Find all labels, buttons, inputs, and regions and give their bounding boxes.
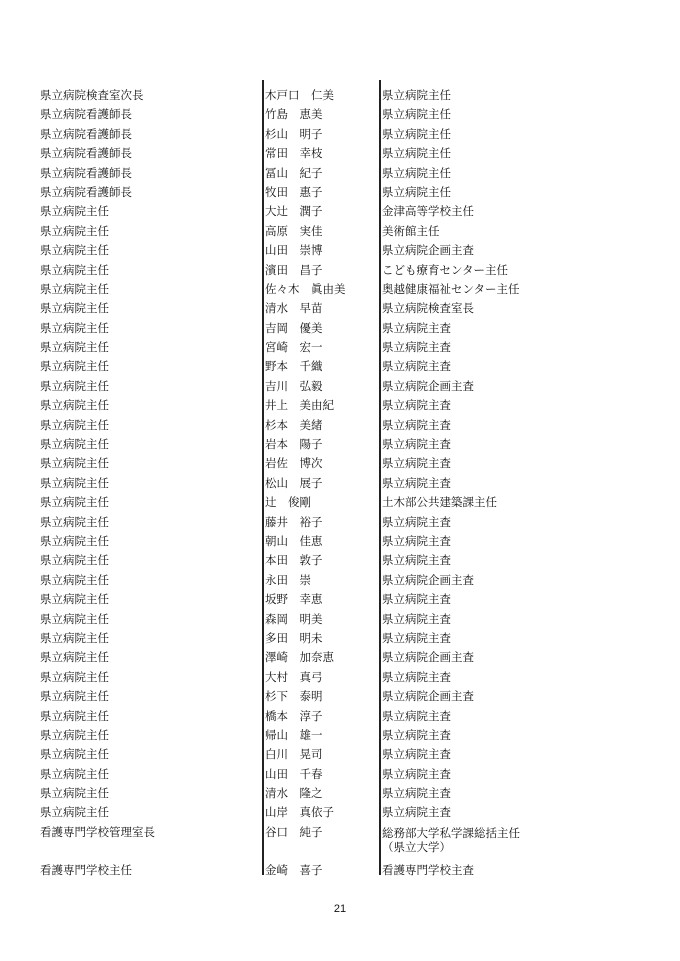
list-row [0, 668, 680, 687]
new-position [382, 861, 474, 880]
new-position-main: 県立病院検査室長 [382, 301, 474, 316]
new-position-main: 県立病院企画主査 [382, 243, 474, 258]
new-position [382, 222, 440, 241]
person-name: 橋本 淳子 [265, 708, 323, 723]
list-row [0, 357, 680, 376]
former-position: 県立病院主任 [40, 572, 109, 587]
list-row [0, 610, 680, 629]
former-position: 県立病院主任 [40, 553, 109, 568]
new-position-main: 土木部公共建築課主任 [382, 495, 497, 510]
list-row [0, 493, 680, 512]
person-name: 佐々木 眞由美 [265, 281, 346, 296]
list-row [0, 803, 680, 822]
person-name: 高原 実佳 [265, 223, 323, 238]
former-position: 県立病院検査室次長 [40, 88, 144, 102]
new-position-main: 県立病院主査 [382, 553, 451, 568]
person-name: 清水 隆之 [265, 786, 323, 801]
person-name: 帰山 雄一 [265, 727, 323, 742]
list-row [0, 202, 680, 221]
person-name: 多田 明未 [265, 630, 323, 645]
person-name: 岩本 陽子 [265, 437, 323, 452]
list-row [0, 241, 680, 260]
former-position: 県立病院主任 [40, 359, 109, 374]
new-position-main: 総務部大学私学課総括主任 [382, 825, 520, 840]
new-position-main: 県立病院主査 [382, 475, 451, 490]
new-position [382, 610, 451, 629]
new-position [382, 357, 451, 376]
person-name: 吉岡 優美 [265, 320, 323, 335]
new-position-main: 県立病院主査 [382, 437, 451, 452]
new-position-main: 県立病院主査 [382, 805, 451, 820]
new-position [382, 513, 451, 532]
former-position: 県立病院主任 [40, 689, 109, 704]
list-row [0, 745, 680, 764]
list-row [0, 513, 680, 532]
former-position: 県立病院主任 [40, 766, 109, 781]
list-row [0, 454, 680, 473]
person-name: 山岸 真依子 [265, 805, 334, 820]
person-name: 辻 俊剛 [265, 495, 311, 510]
list-row [0, 474, 680, 493]
person-name: 藤井 裕子 [265, 514, 323, 529]
former-position: 県立病院主任 [40, 262, 109, 277]
new-position-main: 県立病院主査 [382, 669, 451, 684]
new-position-main: 県立病院主任 [382, 107, 451, 122]
new-position [382, 532, 451, 551]
new-position [382, 454, 451, 473]
former-position: 県立病院主任 [40, 281, 109, 296]
list-row [0, 765, 680, 784]
new-position [382, 299, 474, 318]
person-name: 朝山 佳恵 [265, 533, 323, 548]
list-row [0, 183, 680, 202]
new-position-note: （県立大学） [382, 839, 451, 854]
personnel-list [0, 86, 680, 880]
new-position-main: 県立病院主査 [382, 630, 451, 645]
list-row [0, 86, 680, 105]
former-position: 県立病院主任 [40, 669, 109, 684]
new-position [382, 202, 474, 221]
new-position [382, 396, 451, 415]
new-position [382, 687, 474, 706]
person-name: 坂野 幸恵 [265, 592, 323, 607]
new-position-main: 県立病院主任 [382, 184, 451, 199]
new-position [382, 241, 474, 260]
new-position-main: 県立病院主査 [382, 786, 451, 801]
person-name: 澤崎 加奈恵 [265, 650, 334, 665]
person-name: 常田 幸枝 [265, 146, 323, 161]
former-position: 県立病院主任 [40, 398, 109, 413]
new-position-main: 県立病院企画主査 [382, 572, 474, 587]
new-position [382, 86, 451, 105]
new-position [382, 707, 451, 726]
former-position: 県立病院主任 [40, 747, 109, 762]
list-row [0, 629, 680, 648]
person-name: 岩佐 博次 [265, 456, 323, 471]
former-position: 県立病院主任 [40, 456, 109, 471]
list-row [0, 125, 680, 144]
former-position: 県立病院看護師長 [40, 107, 132, 122]
list-row [0, 571, 680, 590]
person-name: 竹島 恵美 [265, 107, 323, 122]
person-name: 山田 崇博 [265, 243, 323, 258]
list-row [0, 687, 680, 706]
former-position: 県立病院主任 [40, 340, 109, 355]
former-position: 県立病院主任 [40, 786, 109, 801]
new-position [382, 319, 451, 338]
former-position: 看護専門学校管理室長 [40, 824, 155, 839]
former-position: 看護専門学校主任 [40, 862, 132, 877]
new-position [382, 648, 474, 667]
list-row [0, 144, 680, 163]
new-position-main: 県立病院主査 [382, 456, 451, 471]
list-row [0, 299, 680, 318]
former-position: 県立病院主任 [40, 495, 109, 510]
list-row [0, 861, 680, 880]
new-position-main: 県立病院主査 [382, 611, 451, 626]
new-position-main: 県立病院主査 [382, 320, 451, 335]
former-position: 県立病院主任 [40, 611, 109, 626]
list-row [0, 222, 680, 241]
person-name: 吉川 弘毅 [265, 378, 323, 393]
former-position: 県立病院主任 [40, 223, 109, 238]
new-position-main: 県立病院主査 [382, 417, 451, 432]
new-position-main: 県立病院主査 [382, 398, 451, 413]
new-position-main: 県立病院主査 [382, 514, 451, 529]
person-name: 冨山 紀子 [265, 165, 323, 180]
new-position-main: 県立病院主査 [382, 766, 451, 781]
former-position: 県立病院主任 [40, 301, 109, 316]
former-position: 県立病院看護師長 [40, 146, 132, 161]
new-position [382, 726, 451, 745]
new-position-main: 県立病院主査 [382, 359, 451, 374]
new-position [382, 745, 451, 764]
new-position-main: 美術館主任 [382, 223, 440, 238]
list-row [0, 261, 680, 280]
new-position-main: 県立病院企画主査 [382, 378, 474, 393]
new-position-main: 金津高等学校主任 [382, 204, 474, 219]
new-position [382, 261, 508, 280]
new-position [382, 784, 451, 803]
new-position [382, 765, 451, 784]
person-name: 木戸口 仁美 [265, 88, 334, 102]
new-position-main: 県立病院主任 [382, 126, 451, 141]
new-position [382, 590, 451, 609]
person-name: 大村 真弓 [265, 669, 323, 684]
list-row [0, 377, 680, 396]
list-row [0, 416, 680, 435]
list-row [0, 590, 680, 609]
former-position: 県立病院主任 [40, 630, 109, 645]
list-row [0, 319, 680, 338]
former-position: 県立病院主任 [40, 204, 109, 219]
former-position: 県立病院主任 [40, 320, 109, 335]
person-name: 松山 展子 [265, 475, 323, 490]
person-name: 杉下 泰明 [265, 689, 323, 704]
new-position-main: 県立病院企画主査 [382, 650, 474, 665]
new-position-main: こども療育センター主任 [382, 262, 509, 277]
person-name: 山田 千春 [265, 766, 323, 781]
list-row [0, 164, 680, 183]
new-position-main: 奥越健康福祉センター主任 [382, 281, 520, 296]
new-position [382, 474, 451, 493]
former-position: 県立病院主任 [40, 514, 109, 529]
person-name: 清水 早苗 [265, 301, 323, 316]
former-position: 県立病院看護師長 [40, 165, 132, 180]
list-row [0, 648, 680, 667]
new-position-main: 県立病院企画主査 [382, 689, 474, 704]
person-name: 大辻 潤子 [265, 204, 323, 219]
new-position [382, 280, 520, 299]
new-position [382, 144, 451, 163]
person-name: 森岡 明美 [265, 611, 323, 626]
former-position: 県立病院主任 [40, 475, 109, 490]
former-position: 県立病院主任 [40, 378, 109, 393]
page-number: 21 [333, 903, 347, 915]
new-position [382, 803, 451, 822]
new-position-main: 県立病院主任 [382, 165, 451, 180]
person-name: 谷口 純子 [265, 824, 323, 839]
list-row [0, 532, 680, 551]
new-position [382, 571, 474, 590]
list-row [0, 551, 680, 570]
person-name: 宮崎 宏一 [265, 340, 323, 355]
former-position: 県立病院看護師長 [40, 126, 132, 141]
new-position-main: 看護専門学校主査 [382, 862, 474, 877]
former-position: 県立病院主任 [40, 533, 109, 548]
former-position: 県立病院主任 [40, 592, 109, 607]
person-name: 野本 千織 [265, 359, 323, 374]
new-position [382, 338, 451, 357]
list-row [0, 435, 680, 454]
list-row [0, 707, 680, 726]
person-name: 本田 敦子 [265, 553, 323, 568]
person-name: 金崎 喜子 [265, 862, 323, 877]
person-name: 濱田 昌子 [265, 262, 323, 277]
new-position-main: 県立病院主任 [382, 146, 451, 161]
person-name: 永田 崇 [265, 572, 311, 587]
list-row [0, 105, 680, 124]
former-position: 県立病院主任 [40, 437, 109, 452]
new-position [382, 125, 451, 144]
new-position [382, 435, 451, 454]
former-position: 県立病院主任 [40, 805, 109, 820]
new-position [382, 105, 451, 124]
new-position [382, 493, 497, 512]
former-position: 県立病院主任 [40, 727, 109, 742]
new-position [382, 629, 451, 648]
new-position [382, 823, 520, 854]
list-row [0, 823, 680, 861]
list-row [0, 784, 680, 803]
new-position-main: 県立病院主査 [382, 592, 451, 607]
new-position [382, 377, 474, 396]
new-position-main: 県立病院主任 [382, 88, 451, 102]
list-row [0, 280, 680, 299]
list-row [0, 726, 680, 745]
new-position [382, 668, 451, 687]
person-name: 井上 美由紀 [265, 398, 334, 413]
former-position: 県立病院看護師長 [40, 184, 132, 199]
list-row [0, 396, 680, 415]
former-position: 県立病院主任 [40, 417, 109, 432]
former-position: 県立病院主任 [40, 708, 109, 723]
new-position [382, 416, 451, 435]
new-position-main: 県立病院主査 [382, 533, 451, 548]
new-position-main: 県立病院主査 [382, 340, 451, 355]
new-position-main: 県立病院主査 [382, 747, 451, 762]
person-name: 杉本 美緒 [265, 417, 323, 432]
former-position: 県立病院主任 [40, 243, 109, 258]
list-row [0, 338, 680, 357]
new-position [382, 183, 451, 202]
former-position: 県立病院主任 [40, 650, 109, 665]
new-position [382, 164, 451, 183]
person-name: 牧田 惠子 [265, 184, 323, 199]
new-position [382, 551, 451, 570]
new-position-main: 県立病院主査 [382, 727, 451, 742]
person-name: 杉山 明子 [265, 126, 323, 141]
person-name: 白川 晃司 [265, 747, 323, 762]
new-position-main: 県立病院主査 [382, 708, 451, 723]
